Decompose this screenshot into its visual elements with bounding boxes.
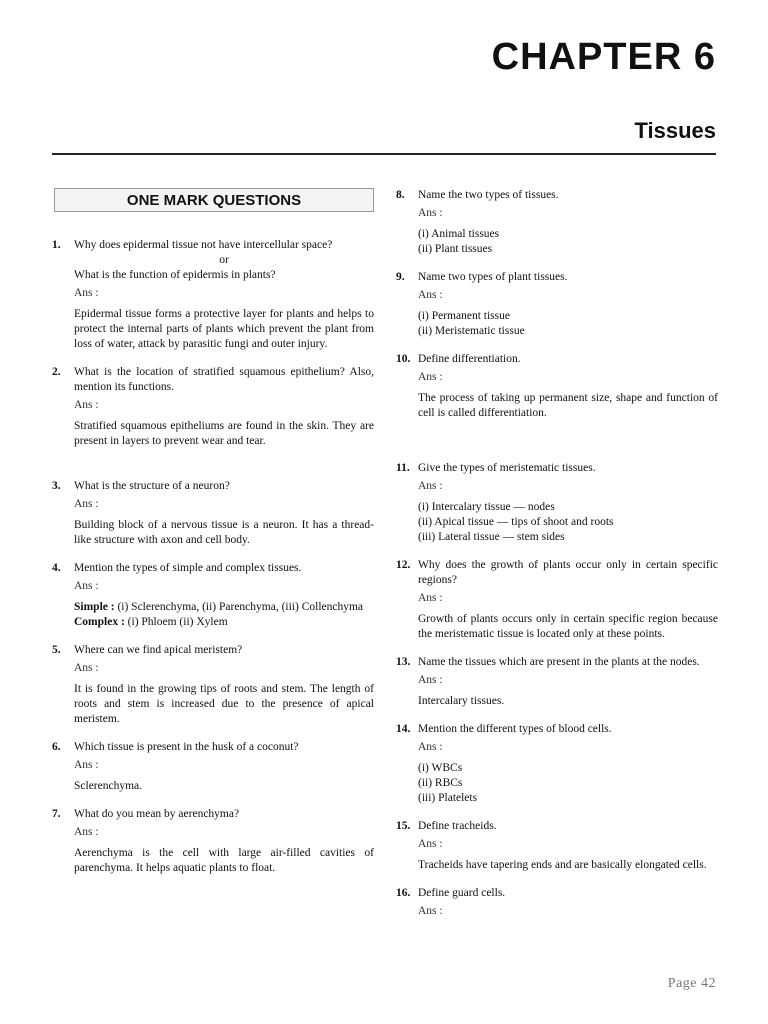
question-text: Name the two types of tissues. — [418, 189, 559, 201]
question-number: 11. — [396, 462, 410, 474]
question-body — [418, 461, 718, 545]
question-number: 3. — [52, 480, 61, 492]
question-text: What is the location of stratified squamous epithelium? Also, mention its functions. — [74, 366, 374, 393]
question-body — [418, 352, 718, 421]
question-item — [52, 365, 374, 449]
answer-label: Ans : — [418, 207, 443, 219]
answer-label: Ans : — [418, 741, 443, 753]
question-item — [396, 722, 718, 806]
question-text: Name the tissues which are present in the plants at the nodes. — [418, 656, 700, 668]
question-body — [418, 886, 718, 925]
question-item — [396, 886, 718, 925]
answer-line: Tracheids have tapering ends and are basically elongated cells. — [418, 859, 707, 871]
question-text: Mention the types of simple and complex tissues. — [74, 562, 302, 574]
right-column — [396, 188, 718, 938]
answer-label: Ans : — [418, 592, 443, 604]
question-number: 13. — [396, 656, 411, 668]
question-item — [396, 188, 718, 257]
answer-line: It is found in the growing tips of roots and stem. The length of roots and stem is increased due to the presence of apical meristem. — [74, 683, 374, 725]
answer-line: (ii) RBCs — [418, 777, 463, 789]
answer-text — [418, 500, 718, 545]
question-body — [418, 558, 718, 642]
answer-label: Ans : — [74, 759, 99, 771]
answer-text — [418, 612, 718, 642]
answer-label: Ans : — [418, 289, 443, 301]
answer-line: Stratified squamous epitheliums are found in the skin. They are present in layers to prevent wear and tear. — [74, 420, 374, 447]
question-item — [396, 655, 718, 709]
question-item — [52, 561, 374, 630]
answer-line: Building block of a nervous tissue is a neuron. It has a thread-like structure with axon and cell body. — [74, 519, 374, 546]
answer-text — [74, 779, 374, 794]
answer-detail: (i) Sclerenchyma, (ii) Parenchyma, (iii) Collenchyma — [114, 601, 364, 613]
answer-text — [418, 391, 718, 421]
question-text: Give the types of meristematic tissues. — [418, 462, 596, 474]
question-item — [396, 819, 718, 873]
answer-label: Ans : — [74, 580, 99, 592]
question-item — [52, 740, 374, 794]
question-item — [396, 558, 718, 642]
answer-text — [74, 518, 374, 548]
question-item — [52, 807, 374, 876]
chapter-subject: Tissues — [634, 118, 716, 143]
question-text: What is the function of epidermis in plants? — [74, 269, 276, 281]
answer-line: Growth of plants occurs only in certain specific region because the meristematic tissue is located only at these points. — [418, 613, 718, 640]
answer-text — [74, 846, 374, 876]
question-number: 7. — [52, 808, 61, 820]
question-item — [396, 352, 718, 421]
question-body — [74, 561, 374, 630]
question-body — [74, 740, 374, 794]
question-body — [74, 643, 374, 727]
answer-text — [418, 694, 718, 709]
question-item — [52, 643, 374, 727]
question-text: Define tracheids. — [418, 820, 497, 832]
question-number: 4. — [52, 562, 61, 574]
answer-line: (iii) Platelets — [418, 792, 478, 804]
right-question-list — [396, 188, 718, 925]
question-number: 10. — [396, 353, 411, 365]
answer-line: (ii) Meristematic tissue — [418, 325, 525, 337]
question-text: Why does the growth of plants occur only in certain specific regions? — [418, 559, 718, 586]
answer-text — [418, 858, 718, 873]
answer-line: (i) Animal tissues — [418, 228, 500, 240]
answer-line: (i) WBCs — [418, 762, 463, 774]
question-body — [74, 365, 374, 449]
question-item — [396, 461, 718, 545]
question-body — [418, 722, 718, 806]
answer-label: Ans : — [74, 662, 99, 674]
answer-line: (i) Permanent tissue — [418, 310, 510, 322]
answer-term: Complex : — [74, 616, 125, 628]
answer-line: (iii) Lateral tissue — stem sides — [418, 531, 565, 543]
question-body — [74, 807, 374, 876]
answer-text — [418, 309, 718, 339]
question-number: 12. — [396, 559, 411, 571]
question-body — [418, 188, 718, 257]
page-number: Page 42 — [667, 976, 716, 991]
question-number: 6. — [52, 741, 61, 753]
answer-line: (ii) Apical tissue — tips of shoot and roots — [418, 516, 614, 528]
answer-detail: (i) Phloem (ii) Xylem — [124, 616, 228, 628]
answer-text — [74, 600, 374, 630]
question-body — [74, 479, 374, 548]
question-number: 2. — [52, 366, 61, 378]
answer-line: (i) Intercalary tissue — nodes — [418, 501, 555, 513]
question-number: 16. — [396, 887, 411, 899]
header-divider — [52, 153, 716, 155]
question-number: 5. — [52, 644, 61, 656]
answer-text — [74, 419, 374, 449]
answer-line: Epidermal tissue forms a protective layer for plants and helps to protect the internal parts of plants which prevent the plant from loss of water, attack by parasitic fungi and outer injury. — [74, 308, 374, 350]
question-text: Define differentiation. — [418, 353, 521, 365]
answer-line: Sclerenchyma. — [74, 780, 143, 792]
answer-text — [418, 227, 718, 257]
question-item — [52, 479, 374, 548]
left-column — [52, 188, 374, 889]
question-number: 14. — [396, 723, 411, 735]
answer-label: Ans : — [74, 498, 99, 510]
question-text: Define guard cells. — [418, 887, 506, 899]
answer-label: Ans : — [418, 838, 443, 850]
answer-line: Aerenchyma is the cell with large air-filled cavities of parenchyma. It helps aquatic plants to float. — [74, 847, 374, 874]
question-number: 8. — [396, 189, 405, 201]
section-title: ONE MARK QUESTIONS — [54, 188, 374, 212]
question-text: Name two types of plant tissues. — [418, 271, 568, 283]
answer-line: Intercalary tissues. — [418, 695, 505, 707]
question-body — [418, 655, 718, 709]
answer-term: Simple : — [74, 601, 115, 613]
left-question-list — [52, 238, 374, 876]
question-text: Where can we find apical meristem? — [74, 644, 243, 656]
answer-label: Ans : — [74, 287, 99, 299]
question-number: 15. — [396, 820, 411, 832]
answer-label: Ans : — [418, 480, 443, 492]
question-text: What is the structure of a neuron? — [74, 480, 230, 492]
answer-label: Ans : — [418, 674, 443, 686]
answer-line: (ii) Plant tissues — [418, 243, 493, 255]
answer-label: Ans : — [74, 826, 99, 838]
answer-text — [74, 307, 374, 352]
or-separator: or — [219, 254, 229, 266]
answer-label: Ans : — [418, 371, 443, 383]
question-number: 1. — [52, 239, 61, 251]
question-text: Why does epidermal tissue not have intercellular space? — [74, 239, 333, 251]
question-text: What do you mean by aerenchyma? — [74, 808, 240, 820]
answer-text — [418, 761, 718, 806]
answer-label: Ans : — [74, 399, 99, 411]
question-item — [52, 238, 374, 352]
question-body — [418, 819, 718, 873]
answer-line: The process of taking up permanent size, shape and function of cell is called differentiation. — [418, 392, 718, 419]
answer-text — [74, 682, 374, 727]
chapter-title: CHAPTER 6 — [491, 36, 716, 78]
answer-label: Ans : — [418, 905, 443, 917]
question-body — [418, 270, 718, 339]
question-text: Which tissue is present in the husk of a coconut? — [74, 741, 299, 753]
question-text: Mention the different types of blood cells. — [418, 723, 612, 735]
question-number: 9. — [396, 271, 405, 283]
question-item — [396, 270, 718, 339]
question-body — [74, 238, 374, 352]
